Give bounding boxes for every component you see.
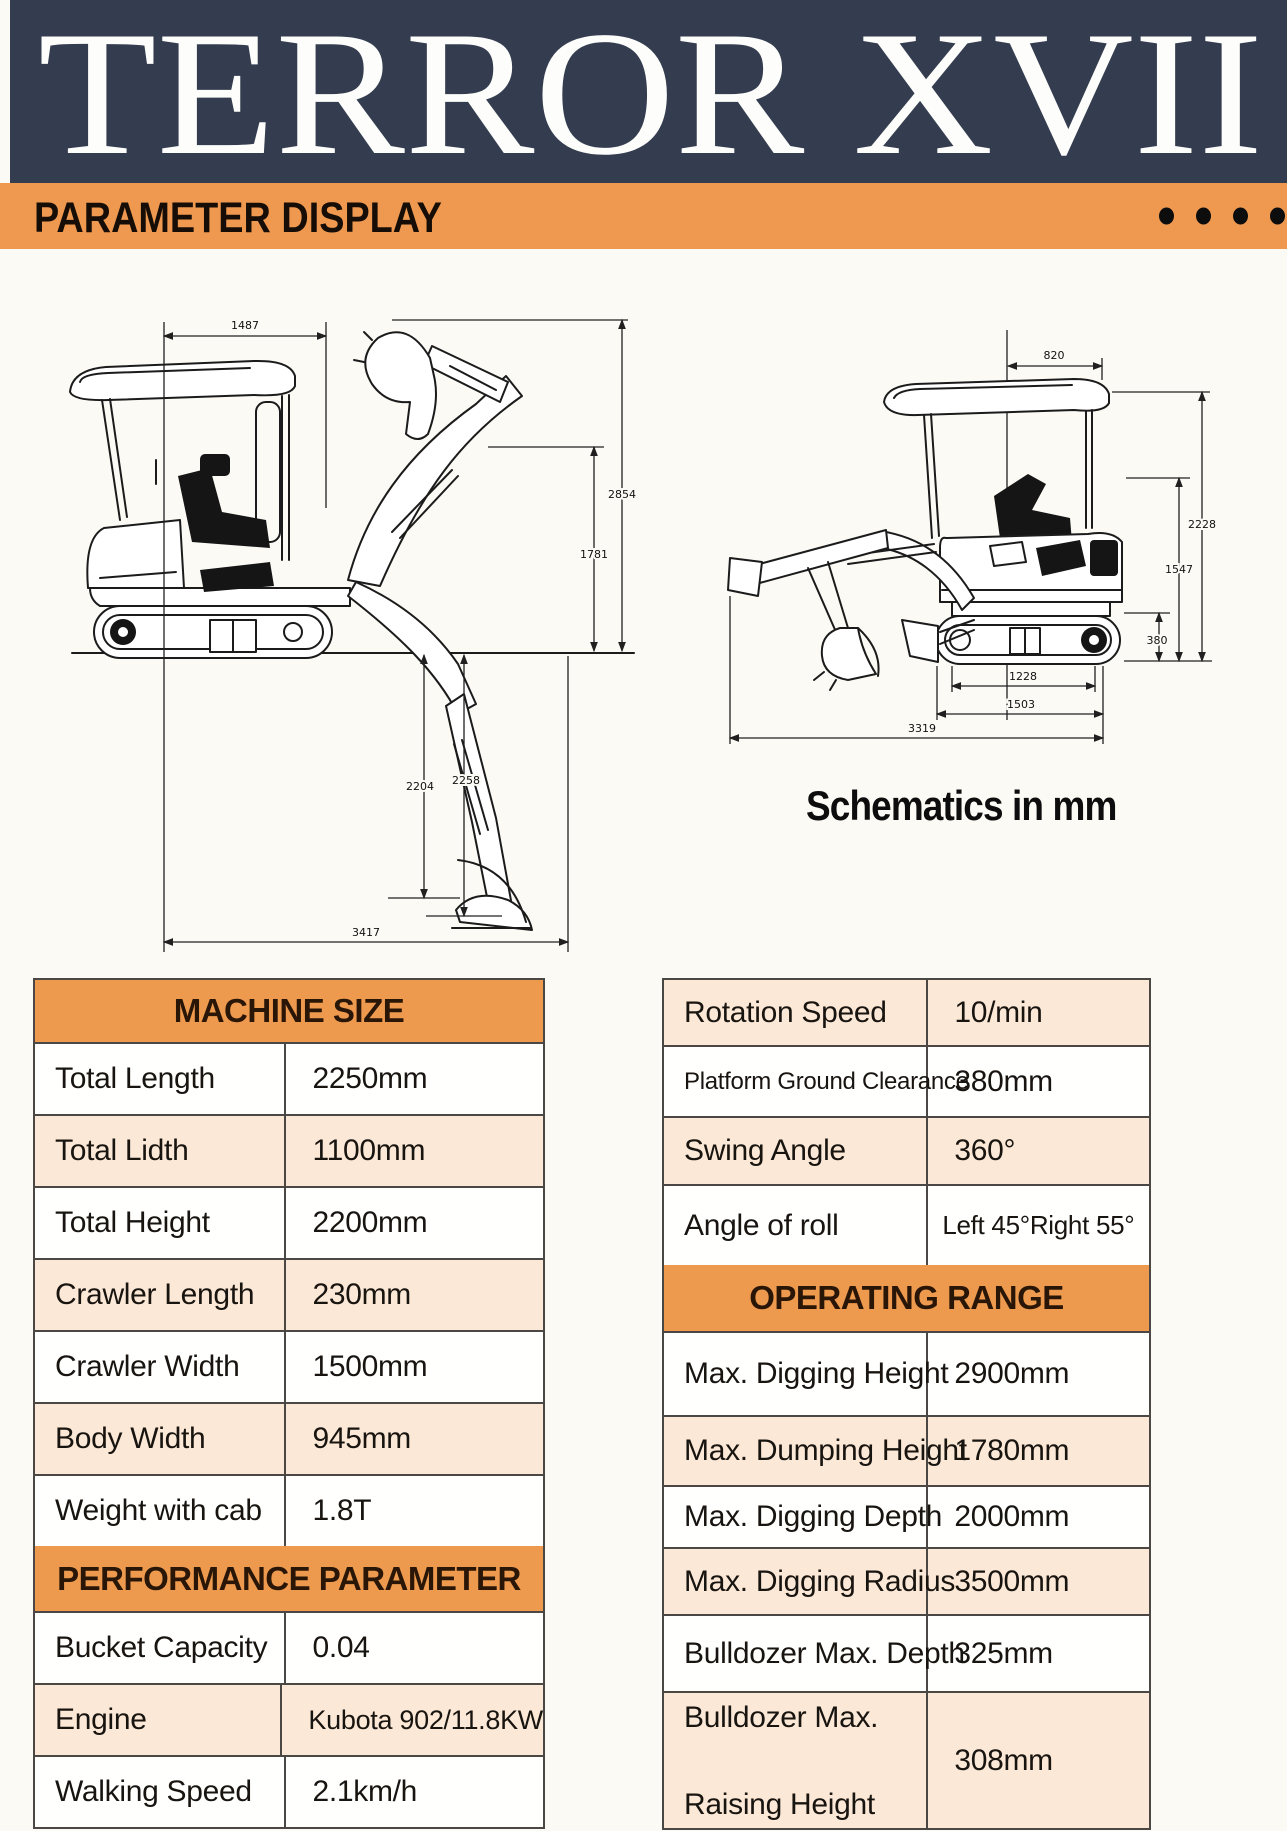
arm [752, 530, 888, 584]
row-value: Kubota 902/11.8KW [308, 1704, 543, 1735]
operating-range-table [662, 978, 1151, 1830]
table-row [35, 1186, 543, 1258]
row-value: 2900mm [954, 1357, 1070, 1390]
row-label: Crawler Length [35, 1260, 286, 1330]
table-row [35, 1611, 543, 1683]
table-row [35, 1474, 543, 1546]
dots-decoration [1137, 208, 1285, 225]
left-schematic [60, 270, 640, 960]
excavator-side-view-drawing [60, 270, 640, 960]
dim-label: 2258 [452, 774, 480, 787]
dim-label: 3417 [352, 926, 380, 939]
row-label: Engine [35, 1685, 282, 1755]
table-row [664, 1691, 1149, 1828]
boom-digging [348, 582, 476, 714]
band-subtitle: PARAMETER DISPLAY [34, 194, 442, 242]
section-title: PERFORMANCE PARAMETER [57, 1559, 521, 1597]
row-value: Left 45°Right 55° [942, 1210, 1135, 1240]
row-value: 1100mm [312, 1134, 426, 1167]
row-value: 945mm [312, 1422, 411, 1455]
title-graphic [10, 0, 1287, 183]
table-row [664, 1184, 1149, 1265]
row-label: Max. Digging Depth [664, 1487, 928, 1547]
dim-label: 380 [1146, 634, 1168, 647]
row-label: Total Length [35, 1044, 286, 1114]
title-banner [10, 0, 1287, 183]
table-row [35, 1114, 543, 1186]
bucket-link [808, 562, 848, 632]
schematics-caption: Schematics in mm [806, 782, 1117, 829]
dot-icon [1196, 208, 1211, 225]
bucket [822, 628, 876, 680]
dim-label: 820 [1043, 349, 1065, 362]
dim-label: 1228 [1009, 670, 1037, 683]
row-value: 2000mm [954, 1500, 1070, 1533]
table-row [35, 1258, 543, 1330]
table-row [664, 1116, 1149, 1184]
rear-post [282, 395, 289, 560]
row-value: 1.8T [312, 1494, 372, 1527]
table-row [664, 1331, 1149, 1415]
dim-label: 2854 [608, 488, 636, 501]
front-post [102, 399, 127, 520]
table-row [664, 980, 1149, 1045]
table-row [35, 1330, 543, 1402]
row-label: Bulldozer Max. Depth [664, 1616, 928, 1691]
row-label: Crawler Width [35, 1332, 286, 1402]
row-value: 230mm [312, 1278, 411, 1311]
row-label: Weight with cab [35, 1476, 286, 1546]
bucket-raised [365, 332, 436, 439]
table-row [35, 1402, 543, 1474]
row-value: 3500mm [954, 1564, 1070, 1598]
machine-size-table [33, 978, 545, 1829]
table-section-header [664, 1265, 1149, 1331]
row-label: Walking Speed [35, 1757, 286, 1827]
row-value: 308mm [954, 1743, 1053, 1777]
table-row [35, 1755, 543, 1827]
dim-label: 3319 [908, 722, 936, 735]
row-label: Angle of roll [664, 1186, 928, 1265]
table-row [35, 1042, 543, 1114]
table-section-header [35, 1546, 543, 1611]
row-value: 10/min [954, 995, 1043, 1029]
table-section-header [35, 980, 543, 1042]
arm-end-bracket [728, 558, 762, 596]
seat [994, 474, 1072, 542]
dim-label: 1547 [1165, 563, 1193, 576]
row-value: 2.1km/h [312, 1775, 418, 1808]
row-value: 1780mm [954, 1434, 1070, 1467]
row-value: 360° [954, 1134, 1016, 1167]
row-label: Total Height [35, 1188, 286, 1258]
seat-back [200, 454, 230, 476]
row-label: Body Width [35, 1404, 286, 1474]
row-value: 1500mm [312, 1350, 428, 1383]
dim-label: 2204 [406, 780, 434, 793]
table-row [664, 1045, 1149, 1116]
parameter-band [0, 183, 1287, 249]
row-label: Bucket Capacity [35, 1613, 286, 1683]
row-value: 2250mm [312, 1062, 428, 1095]
bucket-digging [456, 896, 532, 930]
row-label: Max. Dumping Height [664, 1417, 928, 1485]
engine-hood [1090, 540, 1118, 576]
rear-post [1086, 410, 1092, 528]
dim-label: 2228 [1188, 518, 1216, 531]
table-row [664, 1485, 1149, 1547]
excavator-extended-view-drawing [690, 300, 1216, 745]
canopy-roof [70, 361, 295, 400]
section-title: OPERATING RANGE [749, 1279, 1064, 1316]
undercarriage [90, 588, 350, 606]
row-value: 2200mm [312, 1206, 428, 1239]
sprocket-hub [118, 627, 128, 637]
dot-icon [1233, 208, 1248, 225]
row-value: 380mm [954, 1064, 1053, 1098]
row-label: Total Lidth [35, 1116, 286, 1186]
sprocket-hub [1089, 635, 1099, 645]
row-label: Bulldozer Max. Raising Height [664, 1693, 928, 1828]
row-value: 325mm [954, 1636, 1053, 1670]
table-row [664, 1415, 1149, 1485]
row-value: 0.04 [312, 1631, 370, 1664]
table-row [35, 1683, 543, 1755]
page-title: TERROR XVII [38, 0, 1263, 183]
front-post [924, 414, 939, 538]
right-schematic [690, 300, 1216, 745]
canopy-roof [884, 379, 1109, 415]
dim-label: 1487 [231, 319, 259, 332]
row-label: Rotation Speed [664, 980, 928, 1045]
table-row [664, 1547, 1149, 1614]
row-label: Max. Digging Height [664, 1333, 928, 1415]
dim-label: 1781 [580, 548, 608, 561]
row-label: Swing Angle [664, 1118, 928, 1184]
section-title: MACHINE SIZE [173, 992, 405, 1029]
dot-icon [1159, 208, 1174, 225]
dot-icon [1270, 208, 1285, 225]
swing-frame [952, 602, 1110, 616]
dim-label: 1503 [1007, 698, 1035, 711]
row-label: Max. Digging Radius [664, 1549, 928, 1614]
row-label: Platform Ground Clearance [664, 1047, 928, 1116]
dozer-blade [902, 620, 938, 662]
